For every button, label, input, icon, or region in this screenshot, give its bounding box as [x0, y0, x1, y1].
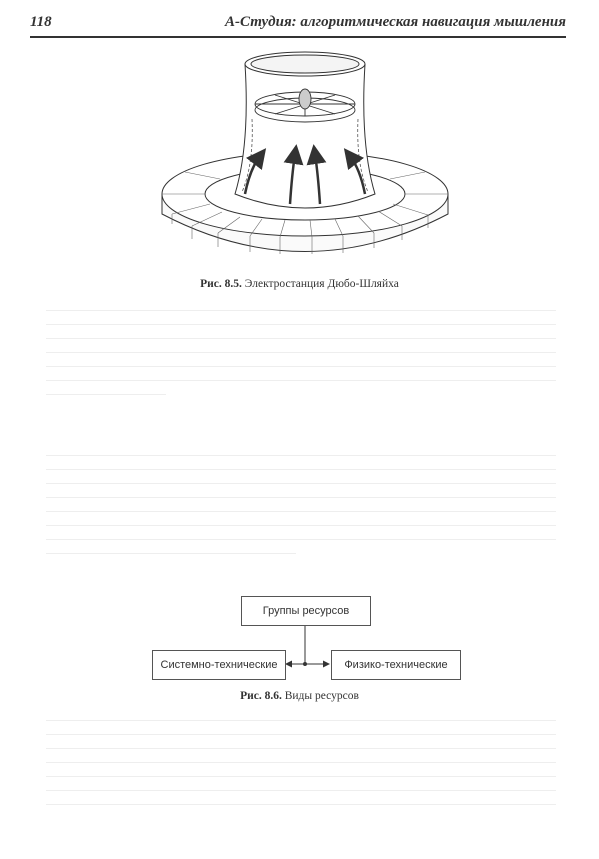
figure-label: Рис. 8.6.: [240, 690, 282, 702]
figure-caption-text: Виды ресурсов: [284, 690, 359, 702]
node-physical-technical: Физико-технические: [331, 650, 461, 680]
node-system-technical: Системно-технические: [152, 650, 286, 680]
faded-paragraph-3: [46, 720, 556, 818]
tower-body: [235, 52, 375, 208]
running-title: А-Студия: алгоритмическая навигация мышления: [225, 14, 566, 30]
figure-label: Рис. 8.5.: [200, 278, 242, 290]
figure-caption-8-6: [0, 690, 599, 702]
faded-paragraph-2: [46, 455, 556, 567]
page-header: [30, 14, 566, 36]
node-resource-groups: Группы ресурсов: [241, 596, 371, 626]
figure-caption-8-5: [0, 278, 599, 290]
resources-diagram: [140, 590, 470, 685]
header-rule: [30, 36, 566, 38]
page-number: 118: [30, 14, 52, 30]
connector-junction: [303, 662, 307, 666]
power-station-illustration: [150, 44, 460, 268]
figure-caption-text: Электростанция Дюбо-Шляйха: [244, 278, 399, 290]
faded-paragraph-1: [46, 310, 556, 408]
